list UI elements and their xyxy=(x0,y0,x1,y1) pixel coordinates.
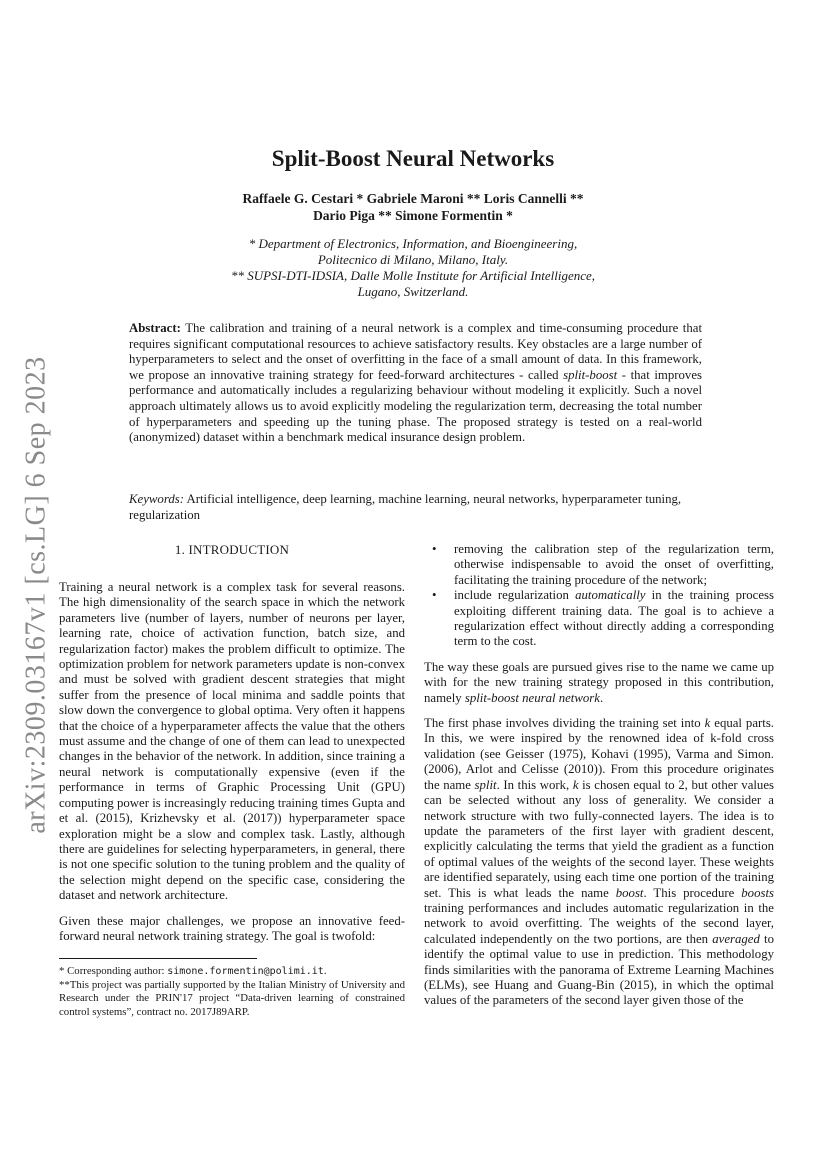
footnote-1-suffix: . xyxy=(323,965,327,978)
keywords-label: Keywords: xyxy=(129,492,184,506)
p3-emphasis: split-boost neural network xyxy=(464,690,600,705)
bullet-icon: • xyxy=(432,542,437,556)
list-item xyxy=(432,542,774,588)
footnote-1-prefix: * Corresponding author: xyxy=(59,965,168,978)
abstract-text-a: The calibration and training of a neural network is a complex and time-consuming procedure that requires significant computational resources to achieve satisfactory results. Key obstacles are a large number of hyperparameters to select and the onset of overfitting in the face of a small amount of data. In this framework, we propose an innovative training strategy for feed-forward architectures - called xyxy=(129,321,702,382)
author-line-2: Dario Piga ** Simone Formentin * xyxy=(313,208,513,223)
p4-text-f: training performances and includes automatic regularization in the network to avoid overfitting. The weights of the second layer, calculated independently on the two portions, are then xyxy=(424,900,774,946)
footnote-funding: **This project was partially supported by the Italian Ministry of University and Research under the PRIN'17 project “Data-driven learning of constrained control systems”, contract no. 2017J89ARP. xyxy=(59,978,405,1018)
intro-paragraph-1: Training a neural network is a complex task for several reasons. The high dimensionality of the search space in which the network parameters live (number of layers, number of neurons per layer, learning rate, choice of activation function, batch size, and regularization factor) makes the problem difficult to optimize. The optimization problem for network parameters update is non-convex and must be solved with gradient descent strategies that might suffer from the presence of local minima and saddle points that slow down the convergence to global optima. Very often it happens that the choice of a hyperparameter affects the value that the others must assume and the change of one of them can lead to unexpected changes in the behavior of the network. In addition, since training a neural network is computationally expensive (even if the performance in terms of Graphic Processing Unit (GPU) computing power is increasingly reducing training times Gupta and et al. (2015), Krizhevsky et al. (2017)) hyperparameter space exploration might be a slow and complex task. Lastly, although there are guidelines for selecting hyperparameters, in general, there is not one specific solution to the tuning problem and the quality of the selection might depend on the specific case, considering the dataset and network architecture. xyxy=(59,580,405,903)
goals-list xyxy=(424,542,774,650)
bullet-2-text-b: in the training process exploiting different training data. The goal is to achieve a regularization effect without directly adding a corresponding term to the cost. xyxy=(454,588,774,649)
paper-title: Split-Boost Neural Networks xyxy=(271,146,555,171)
p3-text-b: . xyxy=(599,690,604,705)
p4-text-e: . This procedure xyxy=(643,885,742,900)
p4-emph-boosts: boosts xyxy=(741,885,774,900)
p4-text-b: equal parts. In this, we were inspired by the renowned idea of k-fold cross validation (see Geisser (1975), Kohavi (1995), Varma and Simon. (2006), Arlot and Celisse (2010)). From this procedure originates the name xyxy=(424,716,775,792)
corresponding-email: simone.formentin@polimi.it xyxy=(167,966,324,978)
p4-emph-boost: boost xyxy=(615,885,644,900)
p4-var-k-2: k xyxy=(572,777,579,792)
p4-var-k: k xyxy=(704,716,711,731)
arxiv-side-stamp xyxy=(22,345,52,845)
p4-emph-averaged: averaged xyxy=(712,931,760,946)
bullet-icon: • xyxy=(432,588,437,603)
author-line-1: Raffaele G. Cestari * Gabriele Maroni ** Loris Cannelli ** xyxy=(242,191,584,206)
left-column xyxy=(59,542,405,1019)
affiliations xyxy=(150,236,676,300)
keywords xyxy=(129,492,702,523)
p4-text-c: . In this work, xyxy=(496,777,573,792)
affiliation-line-4: Lugano, Switzerland. xyxy=(357,284,469,299)
p4-emph-split: split xyxy=(474,777,497,792)
abstract-label: Abstract: xyxy=(129,321,181,335)
intro-paragraph-4 xyxy=(424,716,774,1009)
p4-text-d: is chosen equal to 2, but other values can be selected without any loss of generality. We consider a network structure with two fully-connected layers. The idea is to update the parameters of the first layer with gradient descent, explicitly calculating the terms that yield the gradient as a function of optimal values of the weights of the second layer. These weights are identified separately, using each time one portion of the training set. This is what leads the name xyxy=(424,777,774,900)
bullet-2-text-a: include regularization xyxy=(454,588,576,603)
right-column xyxy=(424,542,774,1019)
footnote-corresponding-author xyxy=(59,965,405,978)
footnote-rule xyxy=(59,958,257,959)
arxiv-identifier: arXiv:2309.03167v1 [cs.LG] 6 Sep 2023 xyxy=(21,356,53,834)
abstract xyxy=(129,321,702,446)
keywords-text: Artificial intelligence, deep learning, machine learning, neural networks, hyperparameter tuning, regularization xyxy=(129,492,682,522)
bullet-2-emphasis: automatically xyxy=(575,588,646,603)
abstract-emphasis: split-boost xyxy=(563,367,618,382)
intro-paragraph-2: Given these major challenges, we propose an innovative feed-forward neural network training strategy. The goal is twofold: xyxy=(59,913,405,943)
p3-text-a: The way these goals are pursued gives rise to the name we came up with for the new training strategy proposed in this contribution, namely xyxy=(424,659,774,705)
p4-text-a: The first phase involves dividing the training set into xyxy=(424,716,705,731)
list-item xyxy=(432,588,774,650)
section-heading-introduction: 1. INTRODUCTION xyxy=(174,542,290,557)
affiliation-line-2: Politecnico di Milano, Milano, Italy. xyxy=(317,252,509,267)
author-list xyxy=(150,190,676,224)
abstract-text-b: - that improves performance and automatically includes a regularizing behaviour without modeling it explicitly. Such a novel approach ultimately allows us to avoid explicitly modeling the regularization term, decreasing the total number of hyperparameters and speeding up the tuning phase. The proposed strategy is tested on a real-world (anonymized) dataset within a benchmark medical insurance design problem. xyxy=(129,367,702,445)
bullet-1-text: removing the calibration step of the regularization term, otherwise indispensable to avoid the onset of overfitting, facilitating the training procedure of the network; xyxy=(454,542,774,587)
p4-text-g: to identify the optimal value to use in prediction. This methodology finds similarities with the panorama of Extreme Learning Machines (ELMs), see Huang and Guang-Bin (2015), in which the optimal values of the parameters of the second layer given those of the xyxy=(424,931,774,1008)
affiliation-line-3: ** SUPSI-DTI-IDSIA, Dalle Molle Institute for Artificial Intelligence, xyxy=(230,268,596,283)
intro-paragraph-3 xyxy=(424,660,774,706)
affiliation-line-1: * Department of Electronics, Information, and Bioengineering, xyxy=(248,236,578,251)
